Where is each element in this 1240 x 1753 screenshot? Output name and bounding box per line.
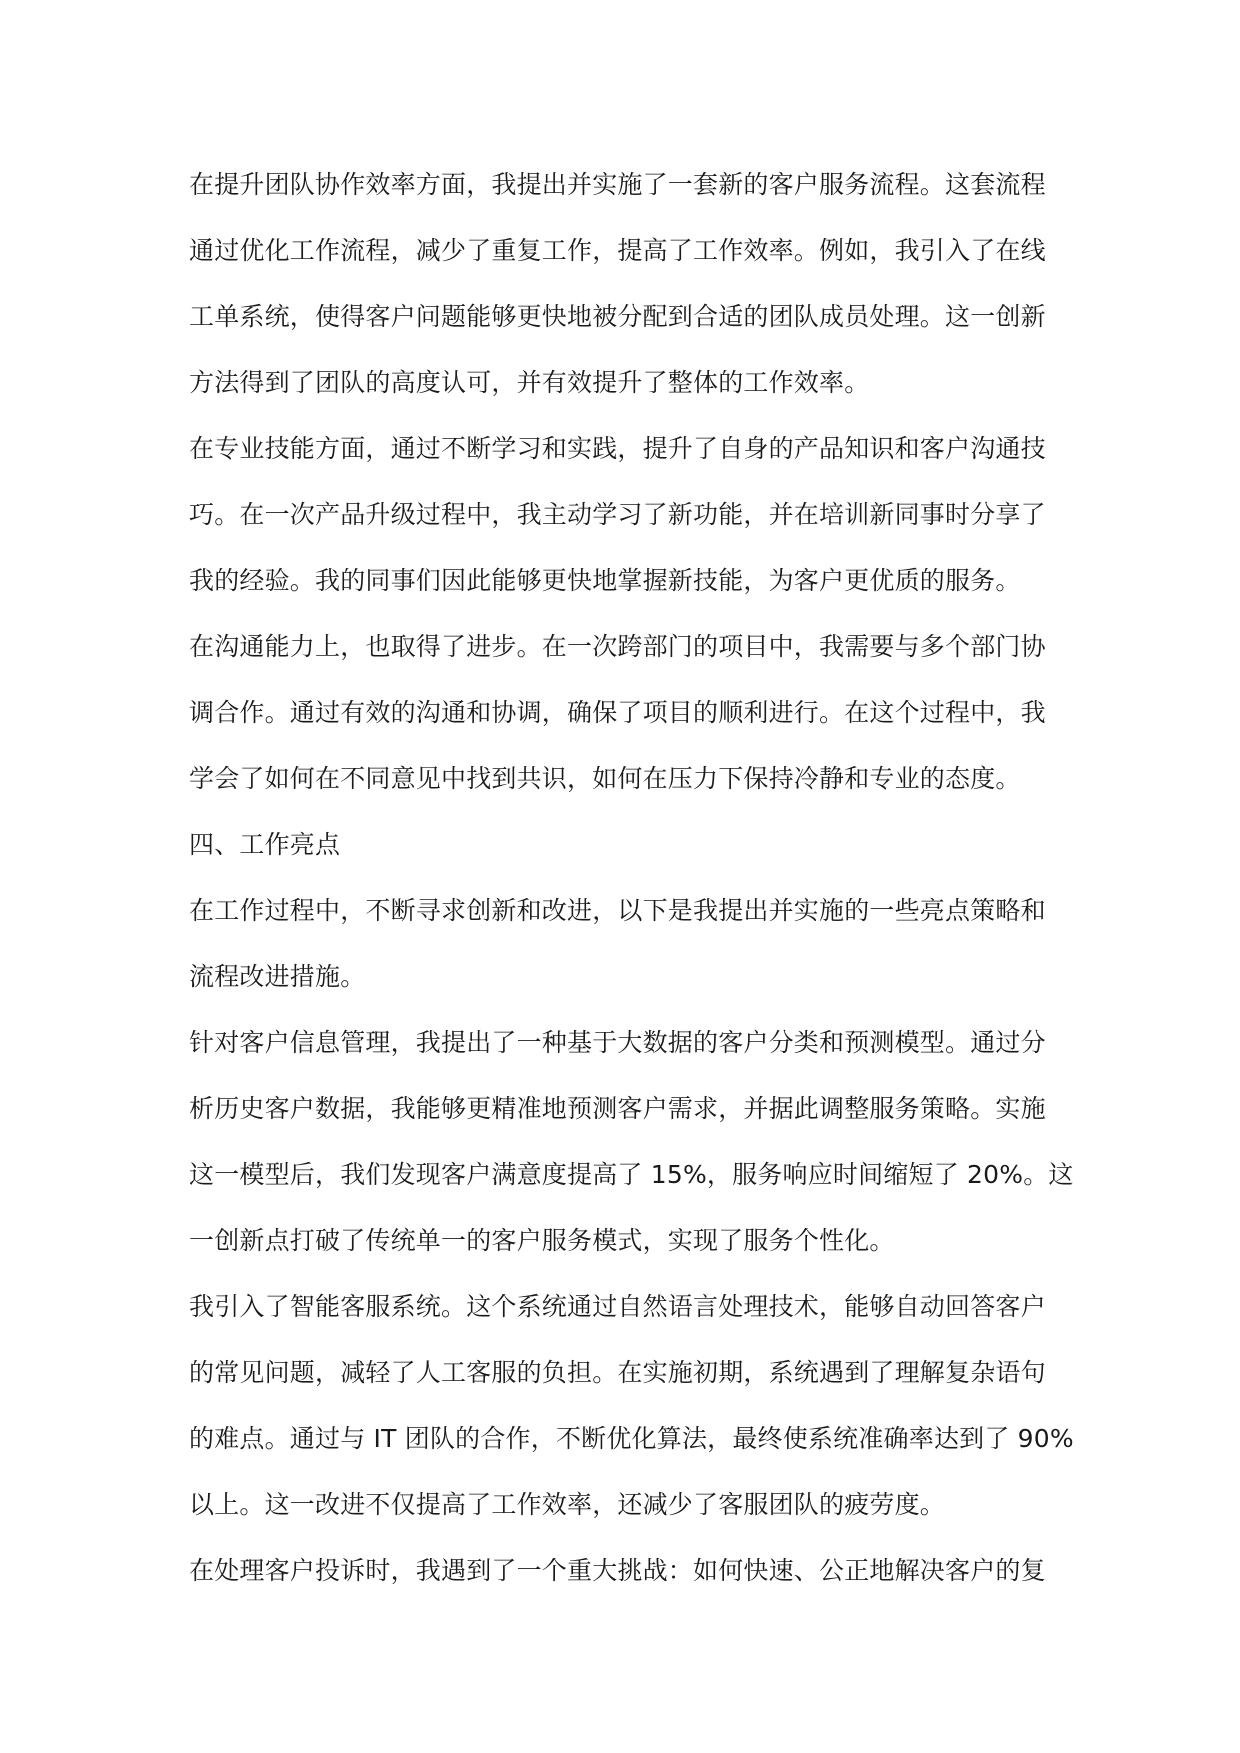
text-line: 一创新点打破了传统单一的客户服务模式，实现了服务个性化。 [189, 1226, 895, 1255]
text-line: 在处理客户投诉时，我遇到了一个重大挑战：如何快速、公正地解决客户的复 [189, 1556, 1046, 1585]
text-line: 的常见问题，减轻了人工客服的负担。在实施初期，系统遇到了理解复杂语句 [189, 1358, 1046, 1387]
text-line: 在提升团队协作效率方面，我提出并实施了一套新的客户服务流程。这套流程 [189, 170, 1046, 199]
paragraph-smart-customer-service [189, 1274, 1074, 1538]
text-line: 针对客户信息管理，我提出了一种基于大数据的客户分类和预测模型。通过分 [189, 1028, 1046, 1057]
text-line: 工单系统，使得客户问题能够更快地被分配到合适的团队成员处理。这一创新 [189, 302, 1046, 331]
paragraph-communication [189, 614, 1069, 812]
paragraph-customer-data-model [189, 1010, 1074, 1274]
text-line: 析历史客户数据，我能够更精准地预测客户需求，并据此调整服务策略。实施 [189, 1094, 1046, 1123]
text-line: 以上。这一改进不仅提高了工作效率，还减少了客服团队的疲劳度。 [189, 1490, 946, 1519]
paragraph-highlights-intro [189, 878, 1069, 1010]
heading-line: 四、工作亮点 [189, 830, 341, 859]
text-line: 我引入了智能客服系统。这个系统通过自然语言处理技术，能够自动回答客户 [189, 1292, 1046, 1321]
document-page [189, 152, 1074, 1604]
text-line: 学会了如何在不同意见中找到共识，如何在压力下保持冷静和专业的态度。 [189, 764, 1021, 793]
text-line: 方法得到了团队的高度认可，并有效提升了整体的工作效率。 [189, 368, 870, 397]
paragraph-professional-skills [189, 416, 1069, 614]
text-line: 在工作过程中，不断寻求创新和改进，以下是我提出并实施的一些亮点策略和 [189, 896, 1046, 925]
text-line: 我的经验。我的同事们因此能够更快地掌握新技能，为客户更优质的服务。 [189, 566, 1021, 595]
section-heading-work-highlights [189, 812, 1069, 878]
text-line: 的难点。通过与 IT 团队的合作，不断优化算法，最终使系统准确率达到了 90% [189, 1424, 1074, 1453]
text-line: 调合作。通过有效的沟通和协调，确保了项目的顺利进行。在这个过程中，我 [189, 698, 1046, 727]
text-line: 这一模型后，我们发现客户满意度提高了 15%，服务响应时间缩短了 20%。这 [189, 1160, 1074, 1189]
paragraph-complaint-handling [189, 1538, 1069, 1604]
paragraph-team-efficiency [189, 152, 1069, 416]
text-line: 在沟通能力上，也取得了进步。在一次跨部门的项目中，我需要与多个部门协 [189, 632, 1046, 661]
text-line: 流程改进措施。 [189, 962, 366, 991]
text-line: 在专业技能方面，通过不断学习和实践，提升了自身的产品知识和客户沟通技 [189, 434, 1046, 463]
text-line: 通过优化工作流程，减少了重复工作，提高了工作效率。例如，我引入了在线 [189, 236, 1046, 265]
text-line: 巧。在一次产品升级过程中，我主动学习了新功能，并在培训新同事时分享了 [189, 500, 1046, 529]
